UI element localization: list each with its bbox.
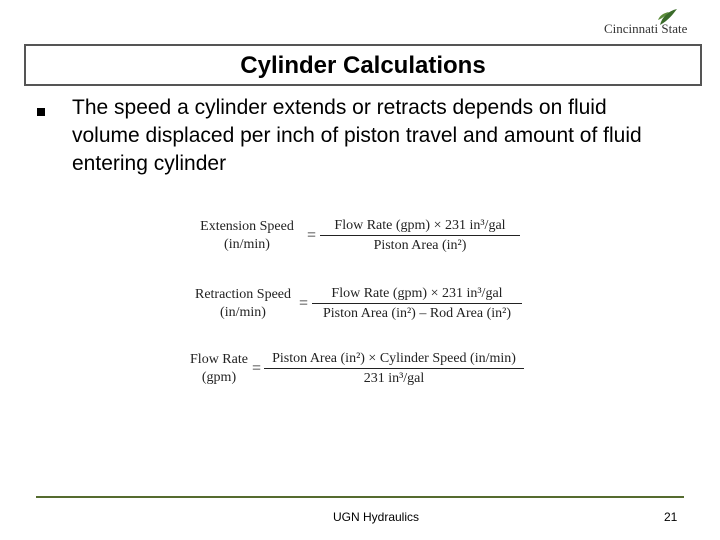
logo-text: Cincinnati State (604, 21, 688, 36)
cincinnati-state-logo (604, 8, 714, 38)
equation-numerator: Piston Area (in²) × Cylinder Speed (in/min) (272, 351, 516, 366)
equation-lhs-unit: (gpm) (201, 370, 237, 385)
title-box (24, 44, 702, 86)
equation-denominator: Piston Area (in²) – Rod Area (in²) (322, 306, 512, 321)
equation-lhs-unit: (in/min) (220, 305, 266, 320)
fraction-bar (264, 368, 524, 369)
equals-sign: = (299, 295, 309, 312)
fraction-bar (320, 235, 520, 236)
equation-lhs-unit: (in/min) (224, 237, 270, 252)
equation-denominator: Piston Area (in²) (373, 238, 467, 253)
equals-sign: = (252, 360, 262, 377)
equation-lhs-label: Extension Speed (200, 219, 294, 234)
equation-lhs-label: Flow Rate (190, 352, 248, 367)
equation-lhs-label: Retraction Speed (194, 287, 292, 302)
fraction-bar (312, 303, 522, 304)
footer-text: UGN Hydraulics (332, 510, 419, 524)
equation-flow-rate (188, 350, 528, 390)
equation-numerator: Flow Rate (gpm) × 231 in³/gal (331, 286, 503, 301)
page-title: Cylinder Calculations (240, 52, 486, 79)
equation-retraction-speed (188, 285, 528, 325)
footer-divider (36, 496, 684, 498)
page-number: 21 (664, 510, 678, 524)
bullet-marker (37, 108, 45, 116)
equation-denominator: 231 in³/gal (363, 371, 425, 386)
equation-numerator: Flow Rate (gpm) × 231 in³/gal (334, 218, 506, 233)
equals-sign: = (307, 227, 317, 244)
equation-extension-speed (188, 217, 528, 257)
bullet-text: The speed a cylinder extends or retracts depends on fluid volume displaced per inch of piston travel and amount of fluid entering cylinder (72, 96, 642, 175)
